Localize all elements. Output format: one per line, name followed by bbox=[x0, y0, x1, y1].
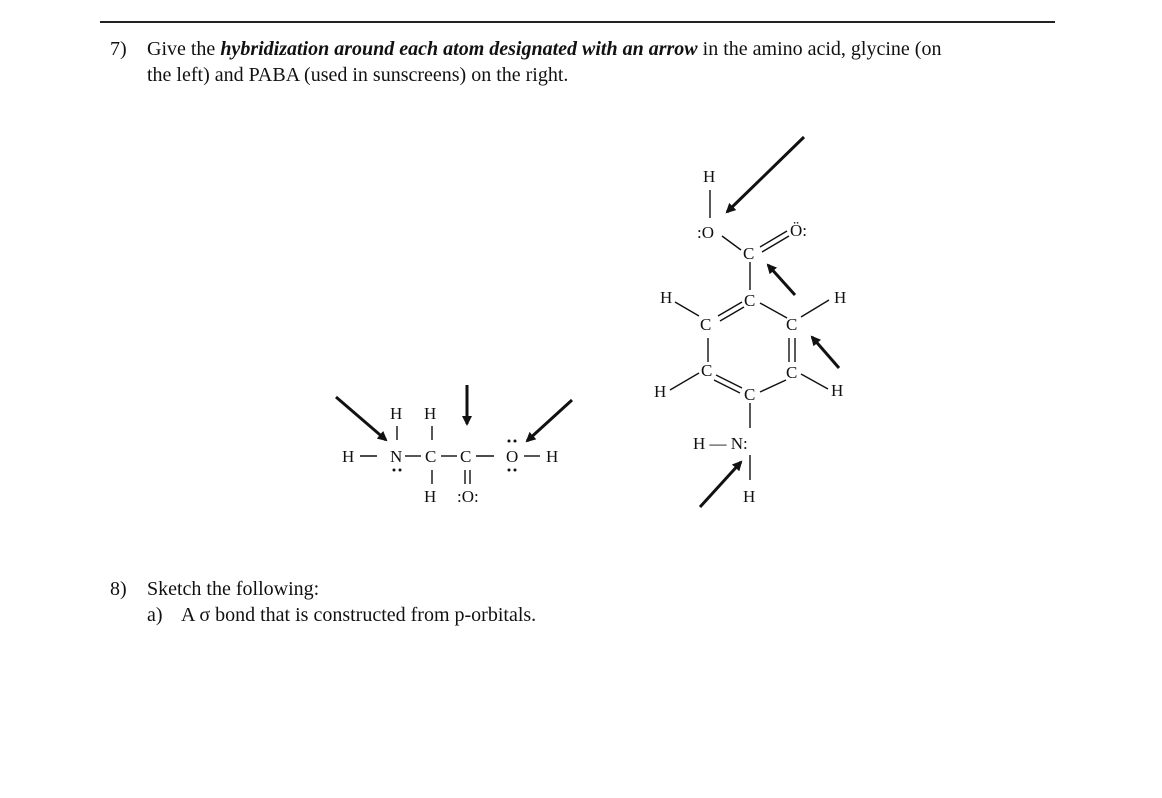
glycine-structure bbox=[336, 385, 572, 506]
glycine-h-left: H bbox=[342, 447, 355, 466]
paba-bond-c5-h bbox=[670, 373, 699, 390]
paba-bond-c2-h bbox=[801, 300, 829, 317]
glycine-n-lone-pair-dot bbox=[393, 469, 396, 472]
question-8a bbox=[147, 602, 1010, 628]
glycine-arrow-o bbox=[527, 400, 572, 441]
paba-c3: C bbox=[786, 363, 798, 382]
paba-c4: C bbox=[744, 385, 756, 404]
paba-c2: C bbox=[786, 315, 798, 334]
glycine-c-carbonyl: C bbox=[460, 447, 472, 466]
paba-arrow-c-ring bbox=[812, 337, 839, 368]
glycine-n: N bbox=[390, 447, 403, 466]
question-8a-text: A σ bond that is constructed from p-orbitals. bbox=[181, 604, 537, 626]
paba-bond-o-c bbox=[722, 236, 741, 250]
question-8a-label: a) bbox=[147, 604, 163, 626]
paba-o-hydroxyl: :O bbox=[697, 223, 714, 242]
glycine-n-lone-pair-dot bbox=[399, 469, 402, 472]
question-8-text: Sketch the following: bbox=[147, 578, 320, 600]
glycine-o-carbonyl: :O: bbox=[457, 487, 479, 506]
paba-h-hydroxyl: H bbox=[703, 167, 716, 186]
glycine-arrow-n bbox=[336, 397, 386, 440]
glycine-c-alpha: C bbox=[425, 447, 437, 466]
paba-h-amine-bottom: H bbox=[743, 487, 756, 506]
paba-c-carboxyl: C bbox=[743, 244, 755, 263]
glycine-o-lone-pair-dot bbox=[514, 440, 517, 443]
glycine-h-top-1: H bbox=[390, 404, 403, 423]
paba-structure bbox=[654, 137, 846, 507]
paba-ring-bond-double bbox=[718, 302, 742, 316]
paba-ring-bond bbox=[760, 380, 786, 392]
paba-ring-bond-double bbox=[714, 380, 740, 393]
paba-c6: C bbox=[700, 315, 712, 334]
glycine-h-top-2: H bbox=[424, 404, 437, 423]
question-8-number: 8) bbox=[110, 578, 127, 600]
glycine-h-right: H bbox=[546, 447, 559, 466]
paba-bond-c6-h bbox=[675, 302, 699, 316]
paba-c5: C bbox=[701, 361, 713, 380]
paba-h-c2: H bbox=[834, 288, 847, 307]
paba-ring-bond bbox=[760, 303, 787, 318]
paba-arrow-c-carboxyl bbox=[768, 265, 795, 295]
question-8 bbox=[110, 576, 1010, 628]
paba-arrow-n bbox=[700, 462, 741, 507]
question-7-emphasis: hybridization around each atom designated with an arrow bbox=[220, 38, 698, 60]
glycine-h-bottom: H bbox=[424, 487, 437, 506]
paba-ring-bond-double bbox=[716, 375, 742, 388]
paba-h-c3: H bbox=[831, 381, 844, 400]
paba-ring-bond-double bbox=[720, 307, 744, 321]
glycine-o-hydroxyl: O bbox=[506, 447, 519, 466]
question-7-text: Give the hybridization around each atom designated with an arrow in the amino acid, glycine (on the left) and PABA (used in sunscreens) on the right. bbox=[147, 38, 942, 86]
glycine-o-lone-pair-dot bbox=[514, 469, 517, 472]
paba-bond-c3-h bbox=[801, 374, 828, 389]
paba-h-c6: H bbox=[660, 288, 673, 307]
paba-c1: C bbox=[744, 291, 756, 310]
glycine-o-lone-pair-dot bbox=[508, 469, 511, 472]
paba-h-c5: H bbox=[654, 382, 667, 401]
question-7-number: 7) bbox=[110, 38, 127, 60]
paba-amine-h-n: H — N: bbox=[693, 434, 748, 453]
paba-arrow-o-hydroxyl bbox=[727, 137, 804, 212]
paba-o-carbonyl: Ö: bbox=[790, 221, 807, 240]
glycine-o-lone-pair-dot bbox=[508, 440, 511, 443]
